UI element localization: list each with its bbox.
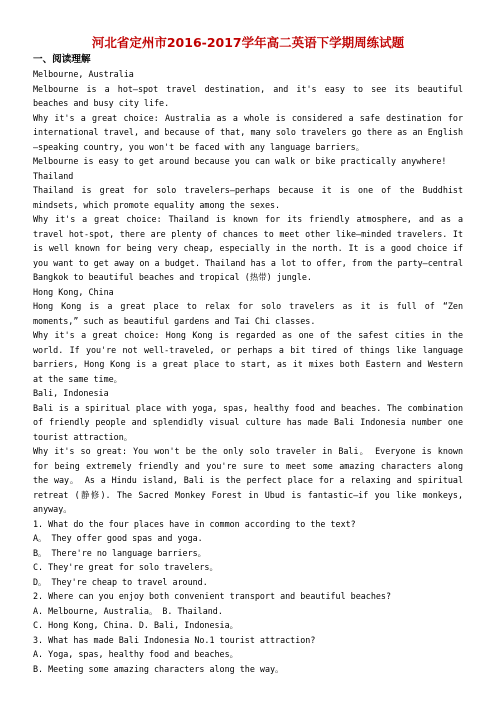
paragraph: Thailand is great for solo travelers—perhaps because it is one of the Buddhist mindsets, which promote equality among the sexes. <box>33 185 463 210</box>
paragraph: A. Yoga, spas, healthy food and beaches。 <box>33 649 239 659</box>
paragraph: Why it's a great choice: Hong Kong is regarded as one of the safest cities in the world. If you're not well-traveled, or perhaps a bit tired of things like language barriers, Hong Kong is a great place to start, as it mixes both Eastern and Western at the same time。 <box>33 330 463 384</box>
document-title: 河北省定州市2016-2017学年高二英语下学期周练试题 <box>91 35 405 50</box>
paragraph: 1. What do the four places have in common according to the text? <box>33 518 356 529</box>
paragraph: Melbourne is a hot—spot travel destination, and it's easy to see its beautiful beaches and busy city life. <box>33 83 463 108</box>
paragraph: D。 They're cheap to travel around. <box>33 576 208 587</box>
paragraph: Hong Kong, China <box>33 286 114 297</box>
paragraph: A. Melbourne, Australia。 B. Thailand. <box>33 605 223 616</box>
paragraph: Melbourne, Australia <box>33 69 134 79</box>
paragraph: 2. Where can you enjoy both convenient transport and beautiful beaches? <box>33 591 391 601</box>
paragraph: Why it's so great: You won't be the only solo traveler in Bali。 Everyone is known for being extremely friendly and you're sure to meet some amazing characters along the way。 As a Hindu island, Bali is the perfect place for a relaxing and spiritual retreat (静修). The Sacred Monkey Forest in Ubud is fantastic—if you like monkeys, anyway。 <box>33 446 463 514</box>
document-body <box>33 67 463 676</box>
paragraph: Bali, Indonesia <box>33 388 109 398</box>
paragraph: Melbourne is easy to get around because you can walk or bike practically anywhere! <box>33 156 447 166</box>
paragraph: C. They're great for solo travelers。 <box>33 562 218 572</box>
paragraph: B。 There're no language barriers。 <box>33 547 207 558</box>
paragraph: Thailand <box>33 170 74 181</box>
paragraph: Why it's a great choice: Australia as a whole is considered a safe destination for international travel, and because of that, many solo travelers go there as an English—speaking country, you won't be faced with any language barriers。 <box>33 112 463 152</box>
paragraph: B. Meeting some amazing characters along the way。 <box>33 663 284 674</box>
paragraph: Bali is a spiritual place with yoga, spas, healthy food and beaches. The combination of friendly people and splendidly visual culture has made Bali Indonesia number one tourist attraction。 <box>33 402 463 442</box>
paragraph: Why it's a great choice: Thailand is known for its friendly atmosphere, and as a travel hot-spot, there are plenty of chances to meet other like—minded travelers. It is well known for being very cheap, especially in the north. It is a good choice if you want to get away on a budget. Thailand has a lot to offer, from the party—central Bangkok to beautiful beaches and tropical (热带) jungle. <box>33 214 463 282</box>
paragraph: Hong Kong is a great place to relax for solo travelers as it is full of “Zen moments,” such as beautiful gardens and Tai Chi classes. <box>33 301 463 326</box>
paragraph: A。 They offer good spas and yoga. <box>33 533 203 543</box>
section-heading: 一、阅读理解 <box>33 54 91 65</box>
paragraph: C. Hong Kong, China. D. Bali, Indonesia。 <box>33 620 239 630</box>
document-page <box>33 34 463 676</box>
paragraph: 3. What has made Bali Indonesia No.1 tourist attraction? <box>33 634 316 645</box>
